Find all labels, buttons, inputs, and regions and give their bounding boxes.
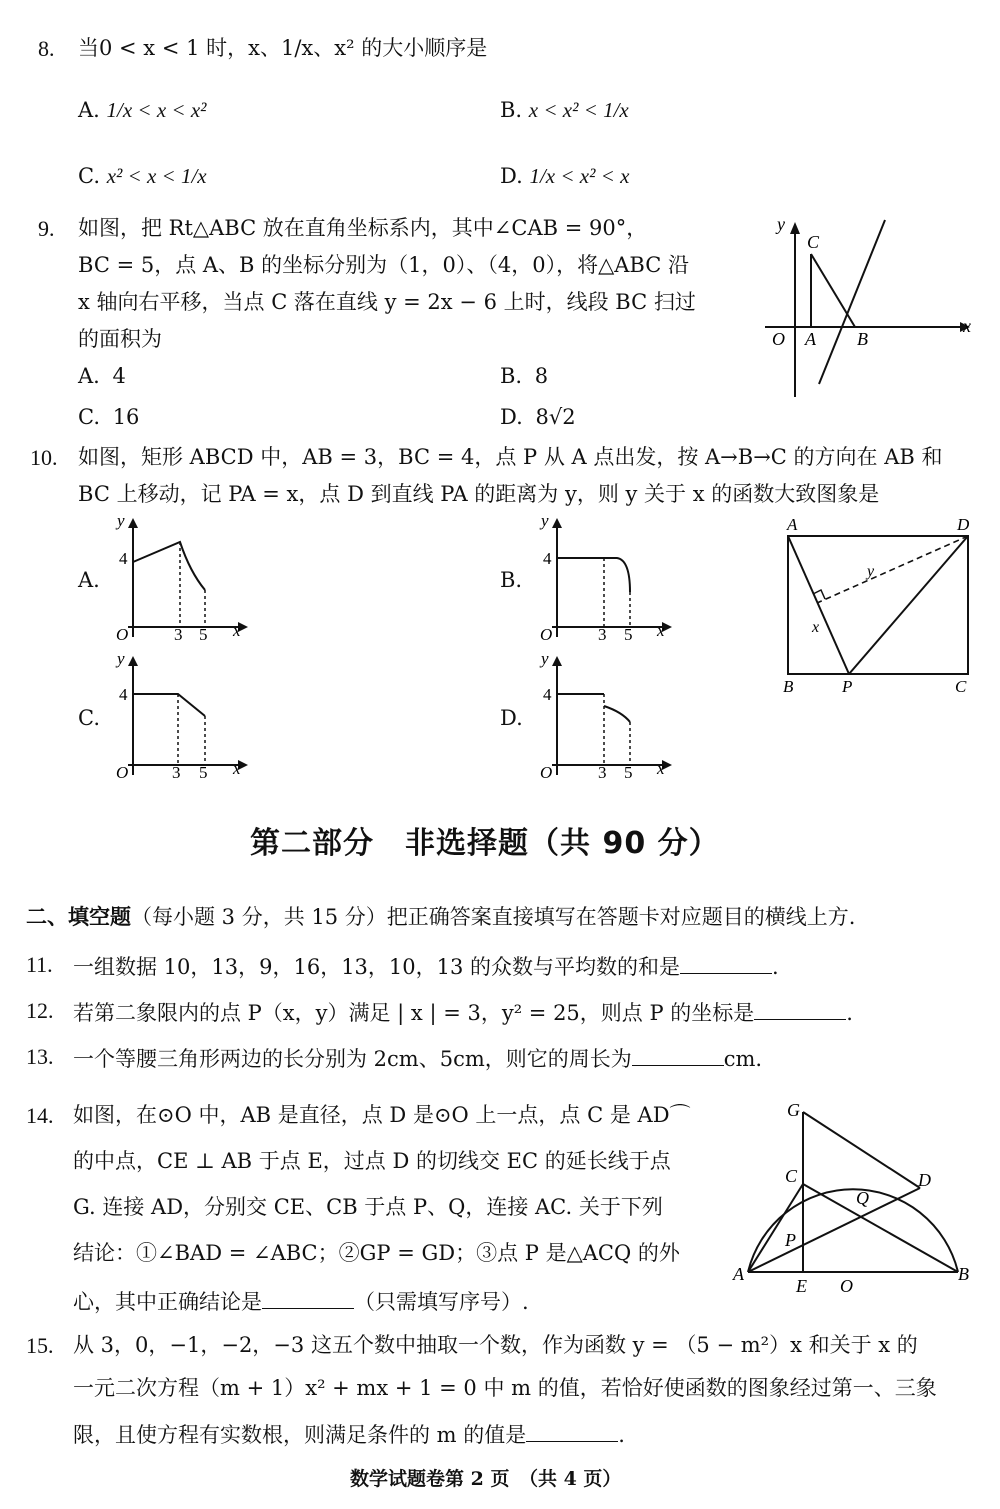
q14-line-1: 如图，在⊙O 中，AB 是直径，点 D 是⊙O 上一点，点 C 是 AD⌒ — [73, 1103, 691, 1127]
q13-row — [73, 1044, 762, 1072]
q9-choice-d-text: 8√2 — [535, 405, 576, 429]
rect-label-d: D — [957, 515, 970, 534]
q10-graph-a[interactable] — [108, 512, 258, 647]
graph-c-y-arrow — [128, 656, 138, 666]
q15-number: 15. — [26, 1333, 54, 1358]
q9-label-o: O — [772, 329, 785, 349]
graph-c-label-y: y — [117, 649, 125, 668]
graph-a-label-y: y — [117, 511, 125, 530]
q9-side-bc — [811, 254, 855, 327]
graph-c-curve — [133, 694, 205, 716]
q12-answer-blank[interactable] — [754, 998, 846, 1020]
q14-line-4: 结论：①∠BAD = ∠ABC；②GP = GD；③点 P 是△ACQ 的外 — [73, 1241, 680, 1265]
q13-tail: cm. — [723, 1047, 763, 1071]
q9-choice-a-label: A. — [78, 364, 100, 388]
q8-choice-b-label: B. — [500, 98, 523, 122]
q8-stem: 当0 < x < 1 时，x、1/x、x² 的大小顺序是 — [78, 36, 488, 60]
q9-figure — [755, 212, 980, 402]
rect-label-p: P — [842, 677, 853, 696]
q13-answer-blank[interactable] — [632, 1044, 724, 1066]
graph-d-y-arrow — [552, 656, 562, 666]
graph-a-label-x: x — [233, 621, 241, 640]
graph-a-curve — [133, 542, 205, 590]
circle-label-e: E — [796, 1276, 807, 1296]
circle-label-d: D — [918, 1170, 931, 1190]
graph-a-label-4: 4 — [119, 549, 128, 568]
q9-choice-b[interactable] — [500, 364, 548, 389]
circle-label-c: C — [785, 1166, 798, 1186]
graph-c-label-5: 5 — [199, 763, 208, 782]
q9-label-c: C — [807, 232, 820, 252]
fill-heading: 二、填空题 — [26, 905, 131, 929]
q10-option-d-label[interactable]: D. — [500, 706, 523, 730]
q8-choice-a-label: A. — [78, 98, 100, 122]
rect-label-a: A — [787, 515, 798, 534]
q9-choice-b-label: B. — [500, 364, 523, 388]
q10-rectangle-figure — [775, 512, 985, 702]
graph-b-y-arrow — [552, 518, 562, 528]
q8-choice-a-text: 1/x < x < x² — [106, 98, 207, 122]
q8-number: 8. — [38, 36, 55, 61]
graph-d-label-y: y — [541, 649, 549, 668]
q8-choice-b[interactable] — [500, 98, 629, 123]
circle-label-g: G — [787, 1100, 800, 1120]
q9-y-arrow — [790, 222, 800, 234]
graph-a-label-o: O — [116, 625, 129, 644]
q15-tail: . — [618, 1423, 625, 1447]
part2-title: 第二部分 非选择题（共 90 分） — [250, 826, 720, 861]
q14-line-2: 的中点，CE ⊥ AB 于点 E，过点 D 的切线交 EC 的延长线于点 — [73, 1149, 671, 1173]
graph-b-label-4: 4 — [543, 549, 552, 568]
q8-choice-a[interactable] — [78, 98, 206, 123]
graph-a-label-5: 5 — [199, 625, 208, 644]
q9-choice-c[interactable] — [78, 405, 139, 430]
q15-line-3: 限，且使方程有实数根，则满足条件的 m 的值是 — [73, 1423, 527, 1447]
q9-line-4: 的面积为 — [78, 327, 162, 351]
q9-choice-d[interactable] — [500, 405, 576, 430]
q14-circle-figure — [730, 1098, 985, 1298]
q9-label-b: B — [857, 329, 868, 349]
circle-label-b: B — [958, 1264, 969, 1284]
q8-choice-c[interactable] — [78, 164, 207, 189]
q9-line-3: x 轴向右平移，当点 C 落在直线 y = 2x − 6 上时，线段 BC 扫过 — [78, 290, 696, 314]
q11-number: 11. — [26, 952, 53, 977]
graph-b-label-o: O — [540, 625, 553, 644]
q10-line-2: BC 上移动，记 PA = x，点 D 到直线 PA 的距离为 y，则 y 关于 x 的函数大致图象是 — [78, 482, 880, 506]
q9-line-1: 如图，把 Rt△ABC 放在直角坐标系内，其中∠CAB = 90°， — [78, 216, 648, 240]
rect-label-c: C — [955, 677, 967, 696]
tangent-gd — [803, 1112, 920, 1188]
q8-choice-c-text: x² < x < 1/x — [106, 164, 207, 188]
graph-a-y-arrow — [128, 518, 138, 528]
circle-label-o: O — [840, 1276, 853, 1296]
graph-d-label-3: 3 — [598, 763, 607, 782]
graph-d-label-4: 4 — [543, 685, 552, 704]
q8-choice-d[interactable] — [500, 164, 629, 189]
q11-answer-blank[interactable] — [680, 952, 772, 974]
graph-d-label-o: O — [540, 763, 553, 782]
q9-choice-a[interactable] — [78, 364, 126, 389]
q9-number: 9. — [38, 216, 55, 241]
q12-row — [73, 998, 853, 1026]
rect-label-y: y — [867, 563, 875, 580]
graph-c-label-3: 3 — [172, 763, 181, 782]
graph-b-curve — [557, 558, 630, 592]
q12-number: 12. — [26, 998, 54, 1023]
q14-number: 14. — [26, 1103, 54, 1128]
graph-b-label-x: x — [657, 621, 665, 640]
q8-choice-d-text: 1/x < x² < x — [529, 164, 630, 188]
q8-choice-b-text: x < x² < 1/x — [528, 98, 629, 122]
q14-tail: （只需填写序号）. — [354, 1290, 529, 1314]
graph-d-label-x: x — [657, 759, 665, 778]
q13-text: 一个等腰三角形两边的长分别为 2cm、5cm，则它的周长为 — [73, 1047, 632, 1071]
circle-label-p: P — [785, 1230, 796, 1250]
graph-d-label-5: 5 — [624, 763, 633, 782]
q9-line-y-2x-6 — [819, 220, 885, 384]
q15-line-1: 从 3，0，−1，−2，−3 这五个数中抽取一个数，作为函数 y = （5 − m²）x 和关于 x 的 — [73, 1333, 918, 1357]
q10-number: 10. — [30, 445, 58, 470]
q14-row-5 — [73, 1287, 529, 1315]
q9-choice-d-label: D. — [500, 405, 523, 429]
q9-label-y: y — [777, 214, 785, 234]
q14-line-3: G. 连接 AD，分别交 CE、CB 于点 P、Q，连接 AC. 关于下列 — [73, 1195, 663, 1219]
q8-choice-d-label: D. — [500, 164, 523, 188]
rect-label-x: x — [812, 619, 820, 636]
q9-label-x: x — [963, 316, 971, 336]
q9-choice-a-text: 4 — [112, 364, 126, 388]
q11-row — [73, 952, 779, 980]
circle-label-q: Q — [856, 1188, 869, 1208]
page-footer: 数学试题卷第 2 页 （共 4 页） — [350, 1468, 622, 1490]
q10-graph-d[interactable] — [532, 650, 682, 785]
fill-heading-note: （每小题 3 分，共 15 分）把正确答案直接填写在答题卡对应题目的横线上方. — [131, 905, 856, 929]
q15-answer-blank[interactable] — [526, 1420, 618, 1442]
q15-row-3 — [73, 1420, 625, 1448]
q9-choice-c-text: 16 — [112, 405, 140, 429]
q9-choice-b-text: 8 — [534, 364, 549, 388]
q10-option-c-label[interactable]: C. — [78, 706, 100, 730]
graph-c-label-x: x — [233, 759, 241, 778]
q9-choice-c-label: C. — [78, 405, 100, 429]
graph-b-label-y: y — [541, 511, 549, 530]
graph-c-label-4: 4 — [119, 685, 128, 704]
q11-tail: . — [772, 955, 779, 979]
q14-answer-blank[interactable] — [262, 1287, 354, 1309]
graph-d-curve — [604, 706, 630, 722]
q12-tail: . — [846, 1001, 853, 1025]
graph-b-label-5: 5 — [624, 625, 633, 644]
q10-option-a-label[interactable]: A. — [78, 568, 100, 592]
graph-a-label-3: 3 — [174, 625, 183, 644]
q14-line-5: 心，其中正确结论是 — [73, 1290, 262, 1314]
graph-b-label-3: 3 — [598, 625, 607, 644]
rect-abcd — [788, 536, 968, 674]
q10-option-b-label[interactable]: B. — [500, 568, 523, 592]
fill-heading-row — [26, 905, 855, 930]
q9-line-2: BC = 5，点 A、B 的坐标分别为（1，0）、（4，0），将△ABC 沿 — [78, 253, 689, 277]
segment-ap — [788, 536, 849, 674]
q11-text: 一组数据 10，13，9，16，13，10，13 的众数与平均数的和是 — [73, 955, 681, 979]
q12-text: 若第二象限内的点 P（x，y）满足 | x | = 3，y² = 25，则点 P 的坐标是 — [73, 1001, 755, 1025]
segment-dy — [817, 536, 968, 603]
q13-number: 13. — [26, 1044, 54, 1069]
segment-pd — [849, 536, 968, 674]
q10-graph-c[interactable] — [108, 650, 258, 785]
semicircle-arc — [748, 1189, 958, 1272]
circle-label-a: A — [733, 1264, 744, 1284]
rect-label-b: B — [783, 677, 794, 696]
q8-choice-c-label: C. — [78, 164, 100, 188]
graph-c-label-o: O — [116, 763, 129, 782]
q10-graph-b[interactable] — [532, 512, 682, 647]
q10-line-1: 如图，矩形 ABCD 中，AB = 3，BC = 4，点 P 从 A 点出发，按 A→B→C 的方向在 AB 和 — [78, 445, 943, 469]
q9-label-a: A — [805, 329, 816, 349]
q15-line-2: 一元二次方程（m + 1）x² + mx + 1 = 0 中 m 的值，若恰好使函数的图象经过第一、三象 — [73, 1376, 937, 1400]
